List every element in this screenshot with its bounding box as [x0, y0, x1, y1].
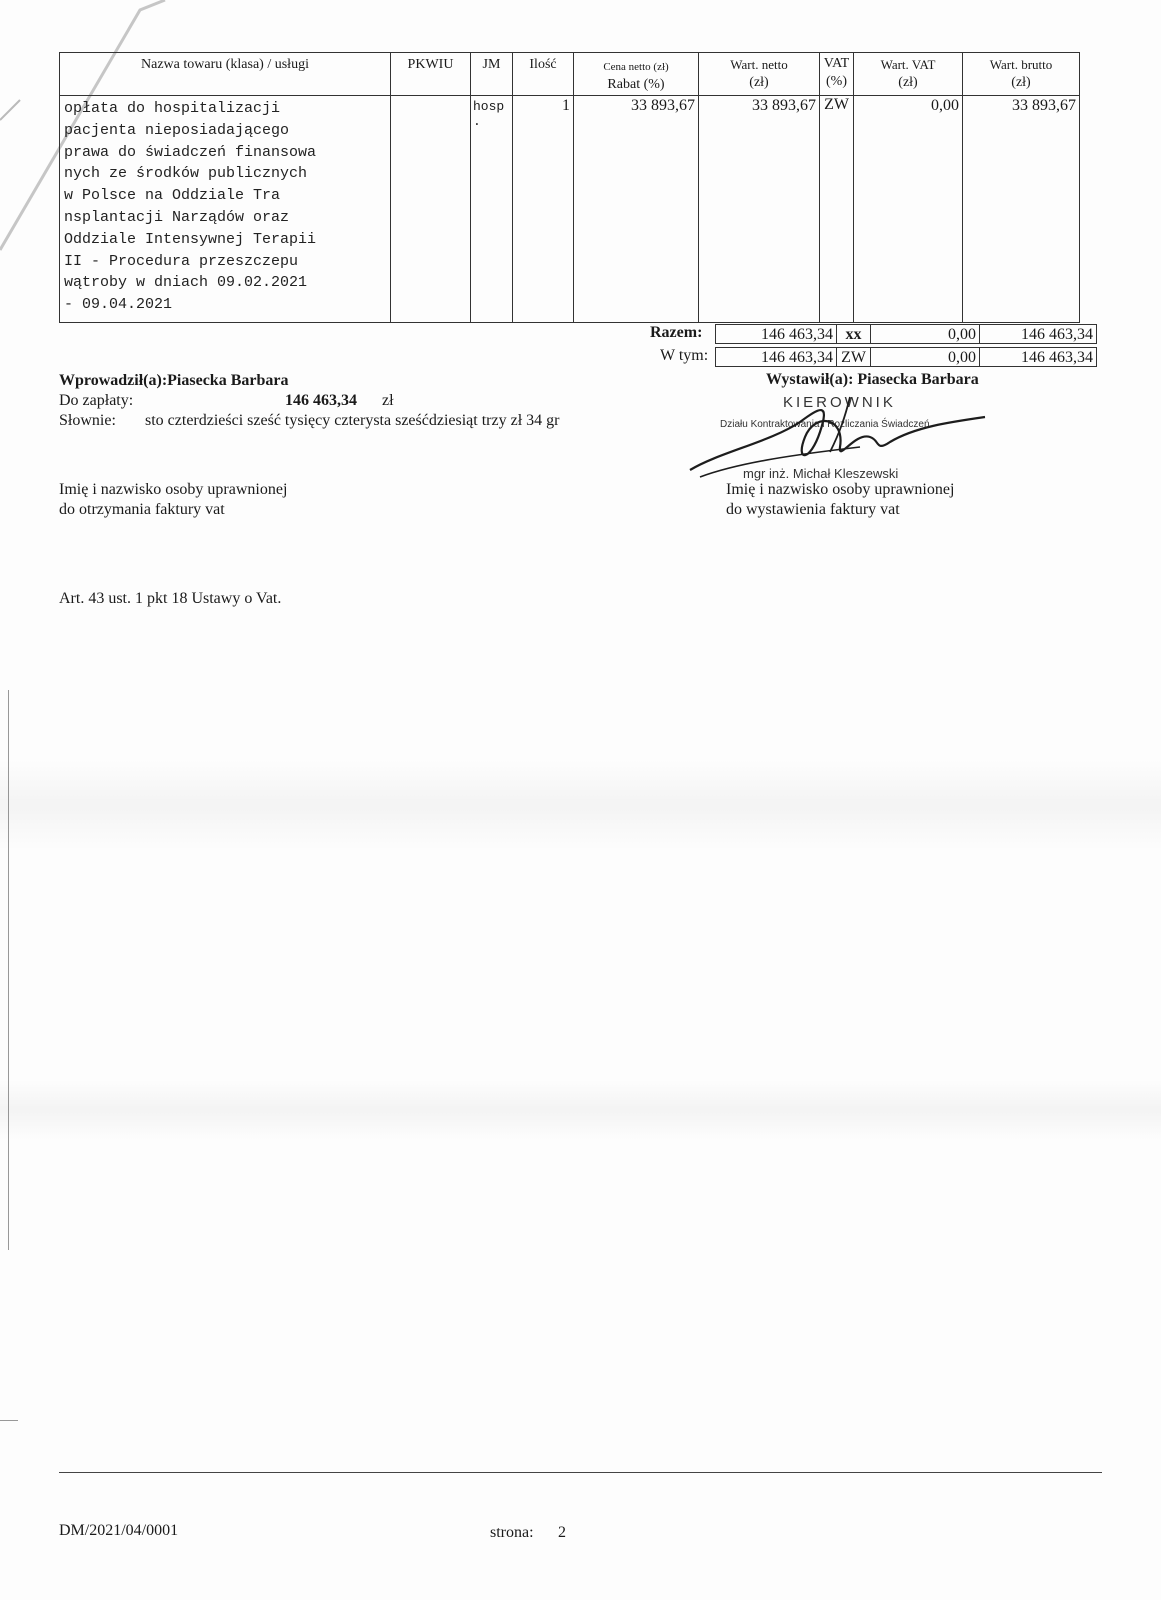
to-pay-label: Do zapłaty: — [59, 392, 134, 409]
scan-smudge — [0, 1080, 1161, 1140]
issuer-caption-line1: Imię i nazwisko osoby uprawnionej — [726, 481, 955, 498]
header-qty: Ilość — [513, 53, 574, 96]
invoice-table — [59, 52, 1080, 323]
header-net-value: Wart. netto (zł) — [699, 53, 820, 96]
item-vat-rate: ZW — [820, 96, 854, 323]
wtym-gross: 146 463,34 — [979, 347, 1097, 367]
item-pkwiu — [391, 96, 471, 323]
receiver-caption-line2: do otrzymania faktury vat — [59, 501, 225, 518]
scan-smudge — [0, 760, 1161, 850]
wtym-label: W tym: — [660, 347, 709, 364]
amount-in-words: sto czterdzieści sześć tysięcy czterysta sześćdziesiąt trzy zł 34 gr — [145, 412, 560, 429]
to-pay-currency: zł — [382, 392, 394, 409]
item-description: opłata do hospitalizacji pacjenta nieposiadającego prawa do świadczeń finansowa nych ze środków publicznych w Polsce na Oddziale Tra nsplantacji Narządów oraz Oddziale Intensywnej Terapii II - Procedura przeszczepu wątroby w dniach 09.02.2021 - 09.04.2021 — [60, 96, 391, 323]
header-gross: Wart. brutto (zł) — [963, 53, 1080, 96]
scan-edge-line — [8, 690, 9, 1250]
item-gross: 33 893,67 — [963, 96, 1080, 323]
header-vat-value: Wart. VAT (zł) — [854, 53, 963, 96]
razem-net: 146 463,34 — [715, 324, 837, 344]
razem-gross: 146 463,34 — [979, 324, 1097, 344]
page-number: 2 — [558, 1524, 566, 1541]
item-vat-value: 0,00 — [854, 96, 963, 323]
legal-note: Art. 43 ust. 1 pkt 18 Ustawy o Vat. — [59, 590, 282, 607]
receiver-caption-line1: Imię i nazwisko osoby uprawnionej — [59, 481, 288, 498]
item-quantity: 1 — [513, 96, 574, 323]
razem-vat-rate: xx — [836, 324, 871, 344]
wtym-vat-rate: ZW — [836, 347, 871, 367]
table-header-row — [60, 53, 1080, 96]
wtym-net: 146 463,34 — [715, 347, 837, 367]
scan-edge-line — [0, 1420, 18, 1421]
entered-by: Wprowadził(a):Piasecka Barbara — [59, 372, 289, 389]
header-pkwiu: PKWIU — [391, 53, 471, 96]
razem-label: Razem: — [650, 324, 703, 341]
table-row — [60, 96, 1080, 323]
header-jm: JM — [471, 53, 513, 96]
stamp-department: Działu Kontraktowania i Rozliczania Świadczeń — [720, 419, 930, 430]
issuer-caption-line2: do wystawienia faktury vat — [726, 501, 900, 518]
item-unit: hosp . — [471, 96, 513, 323]
amount-in-words-label: Słownie: — [59, 412, 116, 429]
header-net-price: Cena netto (zł) Rabat (%) — [574, 53, 699, 96]
header-vat-rate: VAT (%) — [820, 53, 854, 96]
header-name: Nazwa towaru (klasa) / usługi — [60, 53, 391, 96]
wtym-vat-value: 0,00 — [870, 347, 980, 367]
item-net-price: 33 893,67 — [574, 96, 699, 323]
issued-by: Wystawił(a): Piasecka Barbara — [766, 371, 979, 388]
razem-vat-value: 0,00 — [870, 324, 980, 344]
stamp-name: mgr inż. Michał Kleszewski — [743, 466, 899, 481]
stamp-title: KIEROWNIK — [783, 394, 896, 411]
footer-rule — [59, 1472, 1102, 1473]
page-label: strona: — [490, 1524, 534, 1541]
to-pay-value: 146 463,34 — [285, 392, 357, 409]
item-net-value: 33 893,67 — [699, 96, 820, 323]
document-number: DM/2021/04/0001 — [59, 1522, 179, 1539]
